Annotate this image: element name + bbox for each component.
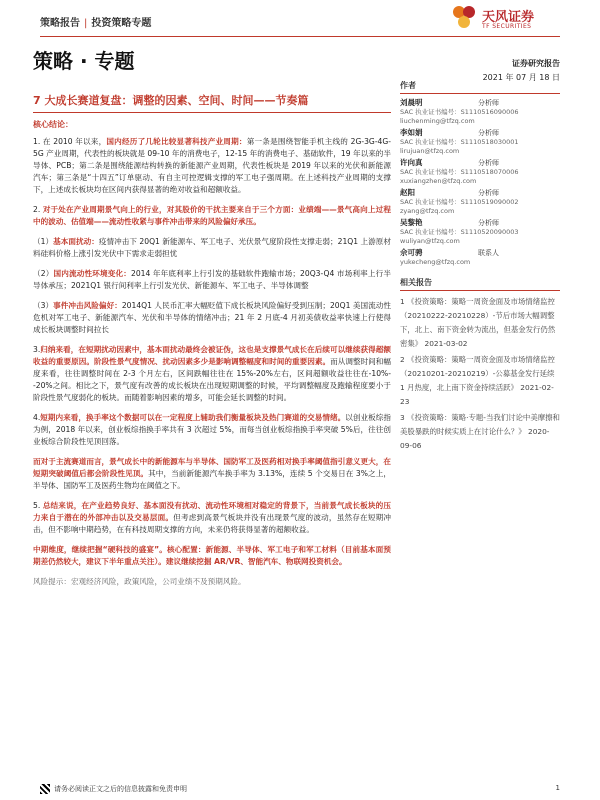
paragraph-prefix: （2） (33, 269, 54, 278)
paragraph-body: 疫情冲击下 20Q1 新能源车、军工电子、光伏景气度阶段性支撑走弱；21Q1 上游原材料硅料价格上涨引发光伏中下需求走弱担忧 (33, 237, 391, 258)
breadcrumb-strategy[interactable]: 策略报告 (40, 18, 80, 29)
paragraph-prefix: 4. (33, 413, 41, 422)
paragraph-highlight: 短期内来看，换手率这个数据可以在一定程度上辅助我们衡量板块及热门赛道的交易情绪。 (40, 413, 346, 422)
paragraph-highlight: 中期维度，继续把握“硬科技的盛宴”。核心配置：新能源、半导体、军工电子和军工材料（目前基本面预期差仍然较大，建议下半年重点关注）。建议继续挖掘 AR/VR、智能汽车、物联网投资机会。 (33, 545, 391, 566)
author-entry (400, 128, 560, 156)
author-license: SAC 执业证书编号：S1110519090002 (400, 198, 519, 206)
author-license: SAC 执业证书编号：S1110518070006 (400, 168, 519, 176)
author-list (400, 98, 560, 267)
paragraph-highlight: 国内经历了几轮比较显著科技产业周期： (106, 137, 247, 146)
paragraph (33, 456, 391, 492)
paragraph-highlight: 对于处在产业周期景气向上的行业，对其股价的干扰主要来自于三个方面：业绩端——景气高向上过程中的波动、估值端——流动性收紧与事件冲击带来的风险偏好承压。 (33, 205, 391, 226)
paragraph-prefix: 5. (33, 501, 43, 510)
authors-label: 作者 (400, 80, 560, 94)
paragraph-body: 但考虑到高景气板块并没有出现景气度的波动，虽然存在短期冲击，但不影响中期趋势，在有科技周期支撑的方向，未来仍将获得显著的超额收益。 (33, 513, 392, 534)
paragraph-body: 其中，当前新能源汽车换手率为 3.13%，连续 5 个交易日在 3%之上，半导体、国防军工及医药生物均在阈值之下。 (33, 469, 392, 490)
paragraph (33, 412, 391, 448)
paragraph-list (33, 136, 391, 588)
paragraph-prefix: 1. 在 2010 年以来， (33, 137, 107, 146)
report-date: 2021 年 07 月 18 日 (482, 73, 560, 82)
author-role: 分析师 (478, 129, 499, 137)
author-entry (400, 188, 560, 216)
paragraph (33, 300, 391, 336)
paragraph-body: 而从调整时间和幅度来看，往往调整时间在 2-3 个月左右，区间跌幅往往在 15%-20%左右，区间超额收益往往在-10%--20%之间。相比之下，景气度有改善的成长板块在出现短期调整的时候，平均调整幅度及跑输程度要小于阶段性景气度弱化的板块。而随着影响因素的增多，可能会延长调整的时间。 (33, 357, 392, 402)
page-title: 策略 · 专题 (33, 49, 135, 73)
author-entry (400, 158, 560, 186)
author-name: 吴黎艳 (400, 218, 423, 227)
author-name: 刘晨明 (400, 98, 423, 107)
paragraph-highlight: 国内流动性环境变化： (53, 269, 132, 278)
paragraph-highlight: 归纳来看，在短期扰动因素中，基本面扰动最终会被证伪，这也是支撑景气成长在后续可以继续获得超额收益的重要原因。阶段性景气度情况、扰动因素多少是影响调整幅度和时间的重要因素。 (33, 345, 391, 366)
paragraph-prefix: 3. (33, 345, 41, 354)
paragraph-body: 第一条是围绕智能手机主线的 2G-3G-4G-5G 产业周期，代表性的板块就是 09-10 年的消费电子，12-15 年的消费电子、基础软件，19 年以来的半导体、PCB；第二条是围绕能源结构转换的新能源产业周期，代表性板块是 2019 年以来的光伏和新能源汽车；第三条是“十四五”订单驱动、有自主可控逻辑支撑的军工电子强周期。在上述科技产业周期的支撑下，上述成长板块均在区间内获得显著的绝对收益和超额收益。 (33, 137, 392, 194)
logo-mark-icon (448, 2, 480, 34)
author-license: SAC 执业证书编号：S1110520090003 (400, 228, 519, 236)
related-label: 相关报告 (400, 277, 560, 291)
related-list (400, 295, 560, 453)
author-license: SAC 执业证书编号：S1110518030001 (400, 138, 519, 146)
author-email[interactable]: wuliyan@tfzq.com (400, 237, 460, 245)
report-type: 证券研究报告 (512, 59, 560, 68)
author-email[interactable]: yukecheng@tfzq.com (400, 258, 471, 266)
author-role: 分析师 (478, 99, 499, 107)
footer-disclaimer: 请务必阅读正文之后的信息披露和免责申明 (54, 785, 187, 793)
author-license: SAC 执业证书编号：S1110516090006 (400, 108, 519, 116)
author-name: 赵阳 (400, 188, 415, 197)
paragraph-highlight: 而对于主流赛道而言，景气成长中的新能源车与半导体、国防军工及医药相对换手率阈值指引意义更大，在短期突破阈值后都会阶段性见顶。 (33, 457, 391, 478)
paragraph-prefix: （1） (33, 237, 54, 246)
related-report-link[interactable]: 2 《投资策略：策略一周资金面及市场情绪监控（20210201-20210219）-公募基金发行延续 1 月热度，北上南下资金持续活跃》 2021-02-23 (400, 355, 555, 406)
author-email[interactable]: liuchenming@tfzq.com (400, 117, 475, 125)
paragraph-body: 2014 年年底利率上行引发的基础软件跑输市场；20Q3-Q4 市场利率上行半导体承压；2021Q1 银行间利率上行引发光伏、新能源车、军工电子、半导体调整 (33, 269, 391, 290)
header-divider (40, 36, 560, 37)
paragraph-body: 风险提示：宏观经济风险，政策风险，公司业绩不及预期风险。 (33, 577, 246, 586)
breadcrumb-separator: | (84, 18, 88, 29)
sidebar (400, 80, 560, 455)
paragraph (33, 268, 391, 292)
author-name: 李如娟 (400, 128, 423, 137)
author-email[interactable]: xuxiangzhen@tfzq.com (400, 177, 477, 185)
paragraph-prefix: 2. (33, 205, 43, 214)
paragraph (33, 544, 391, 568)
report-subtitle: 7 大成长赛道复盘：调整的因素、空间、时间——节奏篇 (33, 94, 309, 107)
author-entry (400, 218, 560, 246)
related-report-link[interactable]: 3 《投资策略：策略·专题-当我们讨论中美摩擦和美股暴跌的时候实质上在讨论什么？》 2020-09-06 (400, 413, 560, 450)
author-role: 联系人 (478, 249, 499, 257)
paragraph (33, 344, 391, 404)
author-role: 分析师 (478, 219, 499, 227)
company-logo (448, 2, 598, 34)
author-name: 许向真 (400, 158, 423, 167)
paragraph-body: 2014Q1 人民币汇率大幅贬值下成长板块风险偏好受到压制；20Q1 美国流动性危机对军工电子、新能源汽车、光伏和半导体的情绪冲击；21 年 2 月底-4 月初美债收益率快速上行使得成长板块调整时间拉长 (33, 301, 391, 334)
page-number: 1 (555, 784, 560, 792)
main-content (33, 86, 391, 596)
breadcrumb-investment[interactable]: 投资策略专题 (91, 18, 152, 29)
subtitle-divider (33, 112, 391, 113)
page-header (0, 0, 600, 40)
author-entry (400, 98, 560, 126)
paragraph (33, 576, 391, 588)
section-label: 核心结论： (33, 120, 73, 129)
logo-text-en: TF SECURITIES (482, 23, 532, 30)
author-role: 分析师 (478, 189, 499, 197)
author-email[interactable]: zyang@tfzq.com (400, 207, 455, 215)
paragraph-prefix: （3） (33, 301, 54, 310)
author-entry (400, 248, 560, 267)
qr-code-icon (40, 784, 50, 794)
paragraph (33, 204, 391, 228)
paragraph-highlight: 事件冲击风险偏好： (53, 301, 122, 310)
paragraph-highlight: 总结来说，在产业趋势良好、基本面没有扰动、流动性环境相对稳定的背景下，当前景气成长板块的压力来自于潜在的外部冲击以及交易层面。 (33, 501, 391, 522)
related-report-link[interactable]: 1 《投资策略：策略一周资金面及市场情绪监控（20210222-20210228）-节后市场大幅调整下，北上、南下资金转为流出，但基金发行仍然密集》 2021-03-02 (400, 297, 556, 348)
author-name: 佘可骋 (400, 248, 423, 257)
paragraph (33, 500, 391, 536)
paragraph (33, 236, 391, 260)
paragraph (33, 136, 391, 196)
footer (40, 784, 560, 794)
author-email[interactable]: lirujuan@tfzq.com (400, 147, 460, 155)
author-role: 分析师 (478, 159, 499, 167)
logo-text-zh: 天风证券 (482, 10, 535, 25)
paragraph-highlight: 基本面扰动： (53, 237, 99, 246)
breadcrumb (40, 14, 151, 29)
paragraph-body: 以创业板综指为例，2018 年以来，创业板综指换手率共有 3 次超过 5%，而每当创业板综指换手率突破 5%后，往往创业板综合阶段性见顶回落。 (33, 413, 391, 446)
